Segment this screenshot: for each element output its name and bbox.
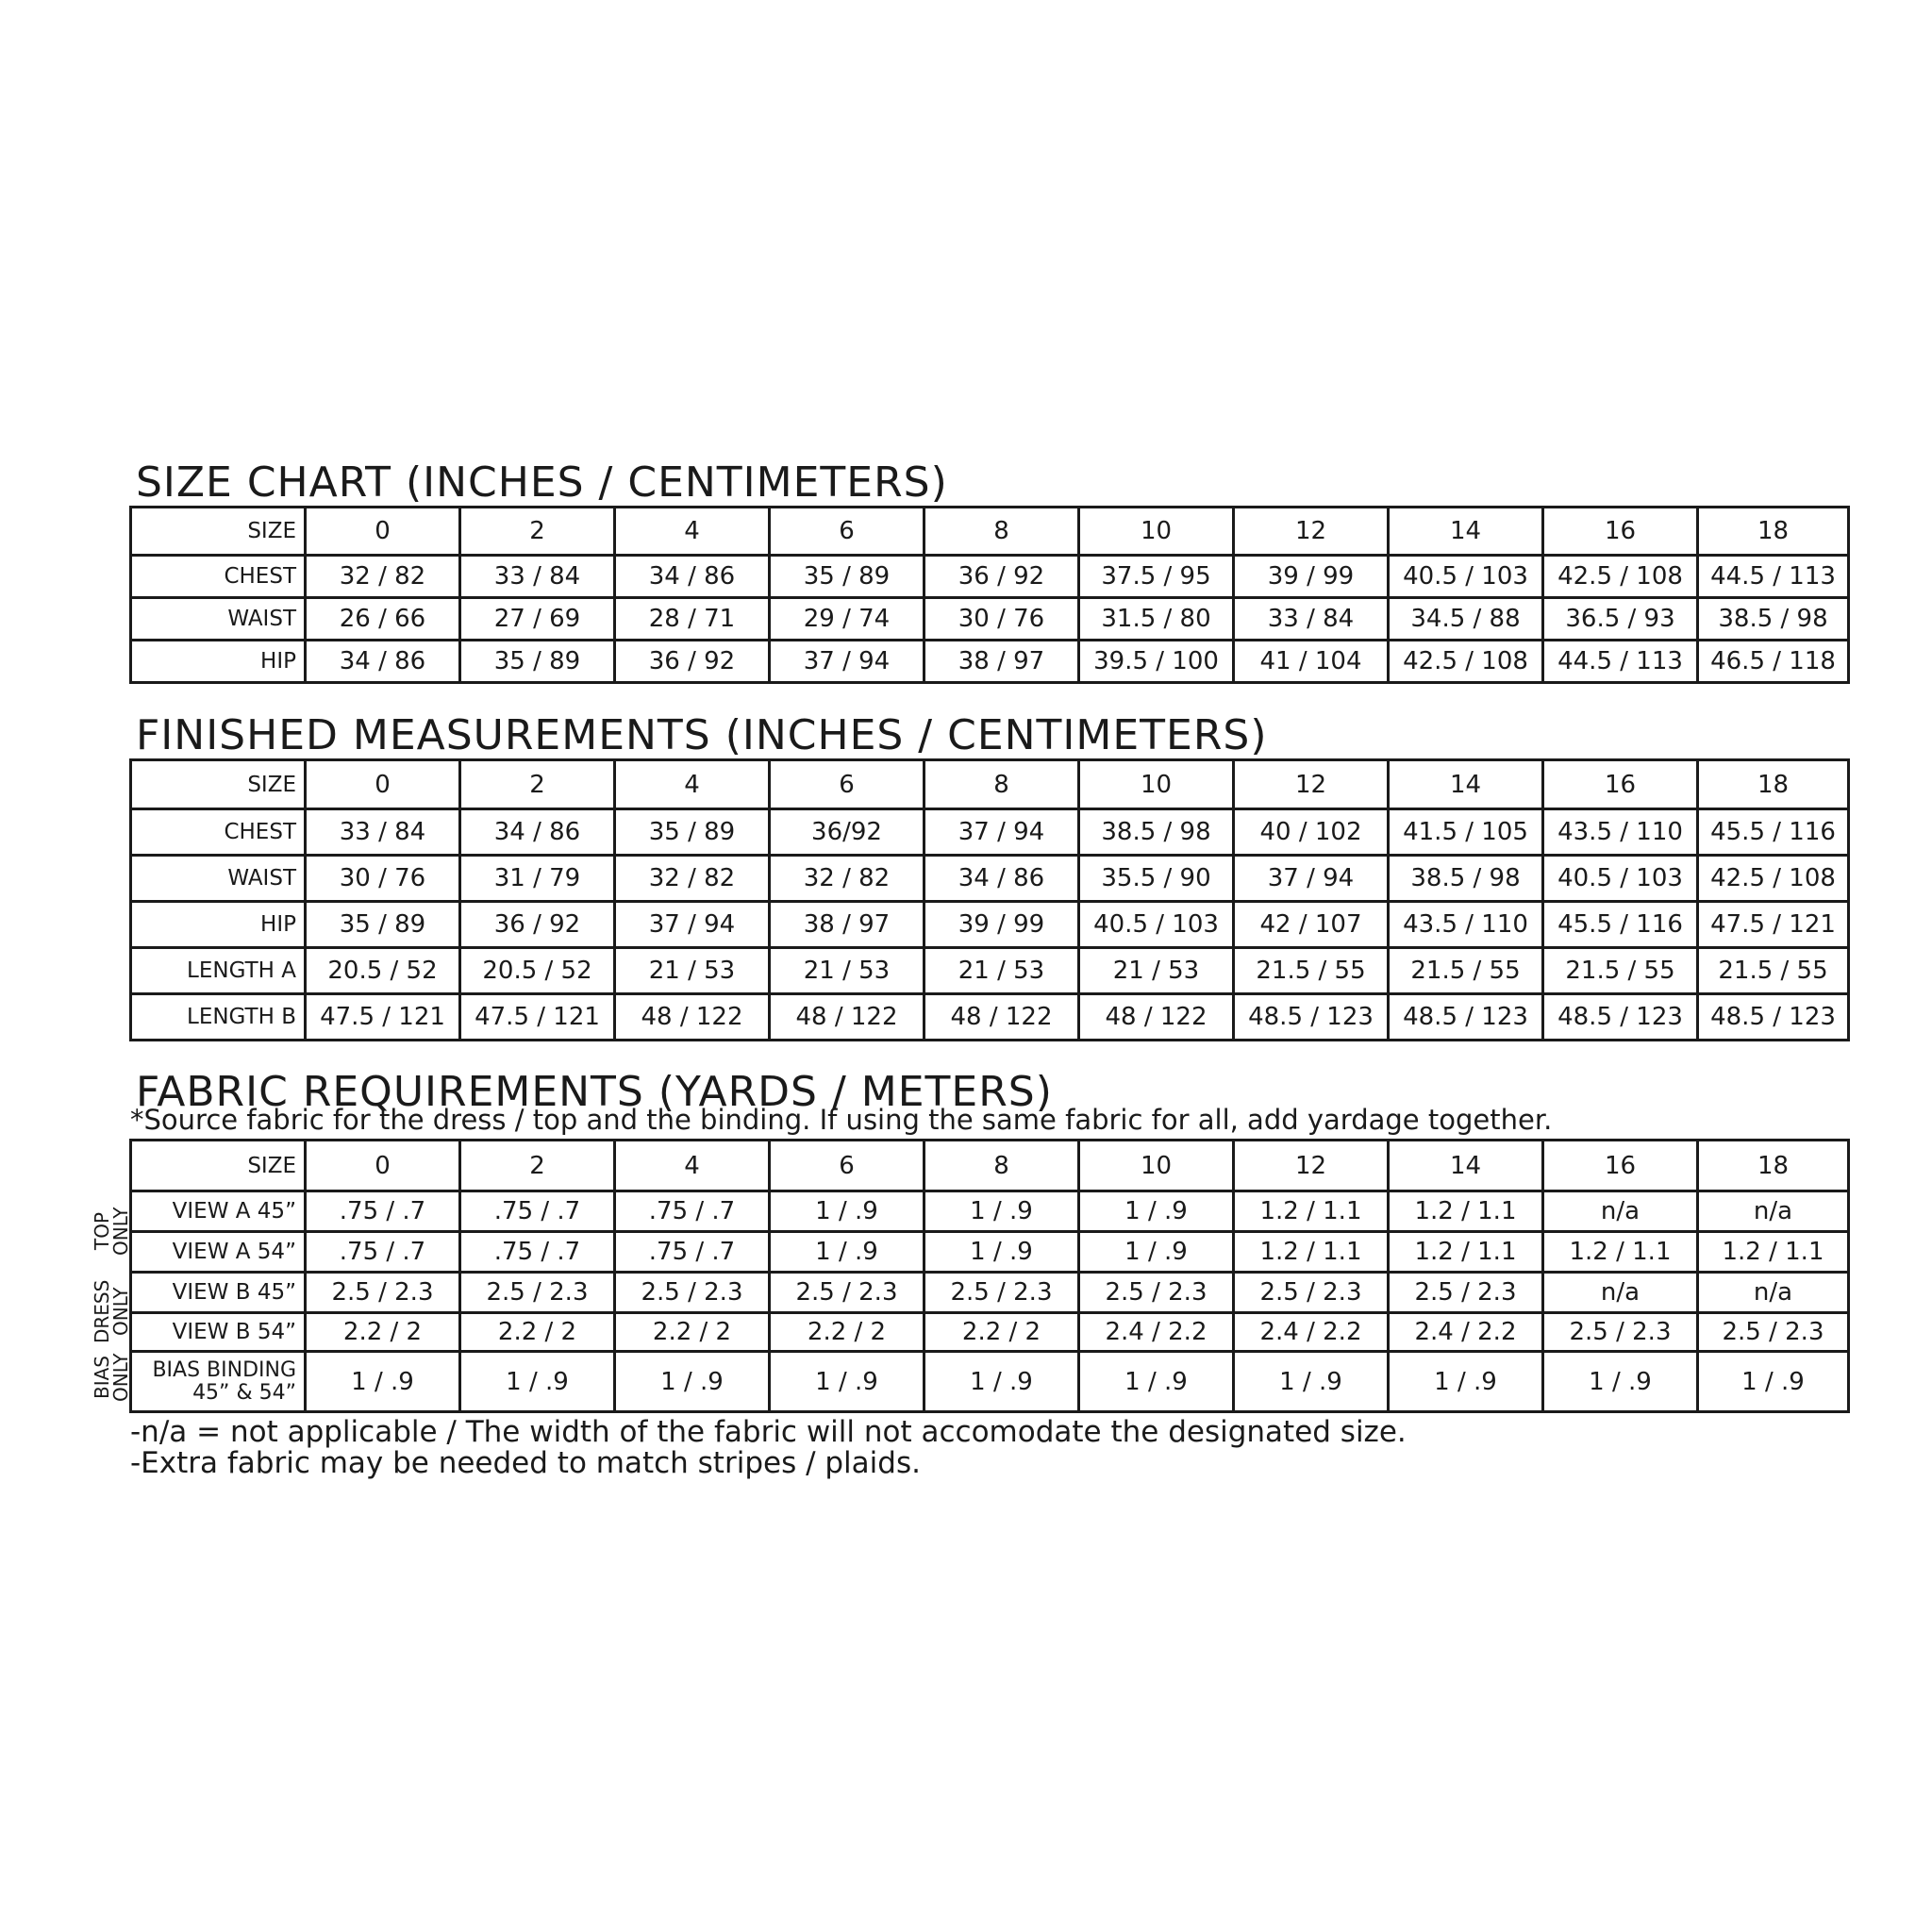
table-cell: 2.5 / 2.3 [1543,1313,1698,1352]
size-header-cell: 6 [770,508,924,556]
table-cell: 21 / 53 [770,948,924,994]
table-cell: n/a [1543,1273,1698,1313]
table-cell: 34.5 / 88 [1389,598,1543,641]
table-cell: 2.5 / 2.3 [306,1273,460,1313]
table-cell: 1 / .9 [1543,1352,1698,1412]
table-cell: .75 / .7 [460,1191,615,1232]
table-cell: 48 / 122 [615,994,770,1041]
table-cell: 34 / 86 [306,641,460,683]
size-header-cell: 12 [1234,760,1389,809]
table-cell: 21.5 / 55 [1698,948,1849,994]
table-row [131,641,1849,683]
table-row [131,1352,1849,1412]
table-cell: 39 / 99 [924,902,1079,948]
header-row [131,508,1849,556]
footnote-stripes: -Extra fabric may be needed to match stripes / plaids. [130,1446,921,1480]
table-cell: 21.5 / 55 [1234,948,1389,994]
size-header-cell: 6 [770,760,924,809]
size-header-cell: 14 [1389,1141,1543,1191]
table-cell: n/a [1698,1191,1849,1232]
table-cell: 36 / 92 [460,902,615,948]
size-header-cell: 16 [1543,1141,1698,1191]
size-label: SIZE [131,1141,306,1191]
table-cell: 2.2 / 2 [615,1313,770,1352]
table-cell: 48.5 / 123 [1389,994,1543,1041]
table-cell: 40.5 / 103 [1543,856,1698,902]
table-cell: 1.2 / 1.1 [1389,1191,1543,1232]
table-cell: 2.4 / 2.2 [1389,1313,1543,1352]
table-cell: 47.5 / 121 [1698,902,1849,948]
table-row [131,1273,1849,1313]
table-cell: 1 / .9 [306,1352,460,1412]
table-cell: 35.5 / 90 [1079,856,1234,902]
table-cell: 2.5 / 2.3 [1079,1273,1234,1313]
table-cell: 38.5 / 98 [1698,598,1849,641]
table-cell: 37.5 / 95 [1079,556,1234,598]
size-chart-table [129,506,1850,684]
table-cell: 36 / 92 [615,641,770,683]
table-cell: 37 / 94 [770,641,924,683]
table-cell: 42.5 / 108 [1389,641,1543,683]
table-cell: .75 / .7 [615,1191,770,1232]
table-cell: 2.5 / 2.3 [615,1273,770,1313]
table-cell: 37 / 94 [1234,856,1389,902]
table-cell: 35 / 89 [615,809,770,856]
table-cell: 1 / .9 [770,1352,924,1412]
table-cell: 42 / 107 [1234,902,1389,948]
table-cell: 27 / 69 [460,598,615,641]
table-cell: 47.5 / 121 [460,994,615,1041]
footnote-na: -n/a = not applicable / The width of the fabric will not accomodate the designated size. [130,1415,1407,1449]
row-label: HIP [131,902,306,948]
table-cell: 41.5 / 105 [1389,809,1543,856]
size-header-cell: 14 [1389,760,1543,809]
table-cell: 1 / .9 [770,1191,924,1232]
table-cell: 1 / .9 [1698,1352,1849,1412]
table-cell: 37 / 94 [924,809,1079,856]
size-label: SIZE [131,760,306,809]
size-header-cell: 2 [460,760,615,809]
table-row [131,598,1849,641]
table-cell: 32 / 82 [306,556,460,598]
row-label: CHEST [131,809,306,856]
table-cell: n/a [1543,1191,1698,1232]
table-cell: 1.2 / 1.1 [1234,1232,1389,1273]
table-cell: 35 / 89 [460,641,615,683]
size-header-cell: 8 [924,1141,1079,1191]
table-row [131,856,1849,902]
table-cell: 1 / .9 [1079,1191,1234,1232]
row-label: LENGTH A [131,948,306,994]
table-cell: 48.5 / 123 [1698,994,1849,1041]
table-cell: 44.5 / 113 [1543,641,1698,683]
table-cell: 1 / .9 [1079,1232,1234,1273]
table-cell: 38 / 97 [924,641,1079,683]
size-header-cell: 4 [615,508,770,556]
table-cell: .75 / .7 [615,1232,770,1273]
table-cell: 21.5 / 55 [1389,948,1543,994]
size-header-cell: 18 [1698,508,1849,556]
row-label: WAIST [131,598,306,641]
table-cell: 2.2 / 2 [306,1313,460,1352]
side-label-bias-only: BIAS ONLY [91,1353,132,1402]
table-cell: 2.4 / 2.2 [1234,1313,1389,1352]
row-label: LENGTH B [131,994,306,1041]
size-header-cell: 16 [1543,508,1698,556]
table-cell: 43.5 / 110 [1543,809,1698,856]
table-cell: 1 / .9 [460,1352,615,1412]
table-cell: 48.5 / 123 [1234,994,1389,1041]
table-cell: 21.5 / 55 [1543,948,1698,994]
table-row [131,556,1849,598]
size-header-cell: 14 [1389,508,1543,556]
table-cell: 33 / 84 [460,556,615,598]
table-row [131,1232,1849,1273]
table-cell: 38.5 / 98 [1389,856,1543,902]
table-cell: 1 / .9 [924,1232,1079,1273]
table-cell: 1 / .9 [770,1232,924,1273]
row-label: BIAS BINDING 45” & 54” [131,1352,306,1412]
table-cell: 32 / 82 [615,856,770,902]
table-cell: 2.4 / 2.2 [1079,1313,1234,1352]
table-cell: 40.5 / 103 [1079,902,1234,948]
table-cell: 40.5 / 103 [1389,556,1543,598]
size-header-cell: 10 [1079,508,1234,556]
row-label: CHEST [131,556,306,598]
table-cell: 45.5 / 116 [1543,902,1698,948]
table-cell: 31 / 79 [460,856,615,902]
row-label: VIEW B 45” [131,1273,306,1313]
table-row [131,902,1849,948]
table-cell: 26 / 66 [306,598,460,641]
table-cell: 1 / .9 [1234,1352,1389,1412]
table-cell: 32 / 82 [770,856,924,902]
table-cell: 48.5 / 123 [1543,994,1698,1041]
fabric-requirements-table [129,1139,1850,1413]
table-cell: 1 / .9 [1389,1352,1543,1412]
size-header-cell: 0 [306,508,460,556]
table-cell: 44.5 / 113 [1698,556,1849,598]
table-cell: 20.5 / 52 [460,948,615,994]
table-cell: 2.2 / 2 [770,1313,924,1352]
size-header-cell: 10 [1079,1141,1234,1191]
table-cell: 41 / 104 [1234,641,1389,683]
table-cell: 21 / 53 [924,948,1079,994]
size-header-cell: 4 [615,760,770,809]
table-cell: .75 / .7 [306,1232,460,1273]
row-label: VIEW A 45” [131,1191,306,1232]
table-cell: 2.5 / 2.3 [460,1273,615,1313]
table-cell: 47.5 / 121 [306,994,460,1041]
table-cell: 29 / 74 [770,598,924,641]
table-cell: 46.5 / 118 [1698,641,1849,683]
table-cell: .75 / .7 [460,1232,615,1273]
table-cell: 2.5 / 2.3 [1234,1273,1389,1313]
table-cell: 2.5 / 2.3 [1698,1313,1849,1352]
table-cell: 38.5 / 98 [1079,809,1234,856]
table-cell: 21 / 53 [1079,948,1234,994]
table-cell: 36/92 [770,809,924,856]
size-header-cell: 2 [460,508,615,556]
table-cell: 1.2 / 1.1 [1698,1232,1849,1273]
fabric-note: *Source fabric for the dress / top and the binding. If using the same fabric for all, add yardage together. [130,1104,1553,1136]
table-cell: 37 / 94 [615,902,770,948]
table-cell: 31.5 / 80 [1079,598,1234,641]
table-cell: 2.5 / 2.3 [770,1273,924,1313]
size-chart-title: SIZE CHART (INCHES / CENTIMETERS) [136,458,948,507]
size-header-cell: 10 [1079,760,1234,809]
size-header-cell: 18 [1698,760,1849,809]
size-header-cell: 2 [460,1141,615,1191]
size-header-cell: 8 [924,508,1079,556]
size-header-cell: 0 [306,760,460,809]
size-header-cell: 12 [1234,508,1389,556]
header-row [131,760,1849,809]
header-row [131,1141,1849,1191]
table-row [131,994,1849,1041]
size-header-cell: 18 [1698,1141,1849,1191]
table-cell: 28 / 71 [615,598,770,641]
table-row [131,948,1849,994]
row-label: HIP [131,641,306,683]
table-cell: 34 / 86 [615,556,770,598]
table-cell: 1 / .9 [924,1191,1079,1232]
table-cell: 36 / 92 [924,556,1079,598]
table-cell: 35 / 89 [770,556,924,598]
table-cell: 1.2 / 1.1 [1389,1232,1543,1273]
table-cell: 39.5 / 100 [1079,641,1234,683]
size-label: SIZE [131,508,306,556]
table-cell: 43.5 / 110 [1389,902,1543,948]
table-cell: 42.5 / 108 [1698,856,1849,902]
table-cell: 48 / 122 [924,994,1079,1041]
table-row [131,809,1849,856]
table-row [131,1191,1849,1232]
size-header-cell: 0 [306,1141,460,1191]
table-cell: 45.5 / 116 [1698,809,1849,856]
table-cell: 33 / 84 [306,809,460,856]
table-cell: 33 / 84 [1234,598,1389,641]
table-cell: 34 / 86 [924,856,1079,902]
table-cell: 1.2 / 1.1 [1234,1191,1389,1232]
finished-measurements-table [129,758,1850,1041]
table-cell: 39 / 99 [1234,556,1389,598]
table-cell: 48 / 122 [1079,994,1234,1041]
finished-measurements-title: FINISHED MEASUREMENTS (INCHES / CENTIMETERS) [136,711,1268,759]
row-label: VIEW A 54” [131,1232,306,1273]
table-cell: 36.5 / 93 [1543,598,1698,641]
table-row [131,1313,1849,1352]
table-cell: 30 / 76 [924,598,1079,641]
table-cell: 42.5 / 108 [1543,556,1698,598]
table-cell: 1 / .9 [615,1352,770,1412]
table-cell: 2.5 / 2.3 [1389,1273,1543,1313]
size-header-cell: 6 [770,1141,924,1191]
row-label: VIEW B 54” [131,1313,306,1352]
side-label-top-only: TOP ONLY [91,1207,132,1256]
table-cell: 40 / 102 [1234,809,1389,856]
table-cell: 1.2 / 1.1 [1543,1232,1698,1273]
table-cell: 1 / .9 [1079,1352,1234,1412]
table-cell: 21 / 53 [615,948,770,994]
fabric-requirements-title: FABRIC REQUIREMENTS (YARDS / METERS) [136,1068,1053,1116]
row-label: WAIST [131,856,306,902]
table-cell: 48 / 122 [770,994,924,1041]
size-header-cell: 16 [1543,760,1698,809]
size-header-cell: 4 [615,1141,770,1191]
table-cell: 30 / 76 [306,856,460,902]
table-cell: 2.2 / 2 [460,1313,615,1352]
table-cell: 35 / 89 [306,902,460,948]
table-cell: 20.5 / 52 [306,948,460,994]
table-cell: .75 / .7 [306,1191,460,1232]
table-cell: n/a [1698,1273,1849,1313]
side-label-dress-only: DRESS ONLY [91,1279,132,1343]
size-header-cell: 12 [1234,1141,1389,1191]
size-header-cell: 8 [924,760,1079,809]
table-cell: 34 / 86 [460,809,615,856]
table-cell: 38 / 97 [770,902,924,948]
table-cell: 2.5 / 2.3 [924,1273,1079,1313]
table-cell: 2.2 / 2 [924,1313,1079,1352]
table-cell: 1 / .9 [924,1352,1079,1412]
